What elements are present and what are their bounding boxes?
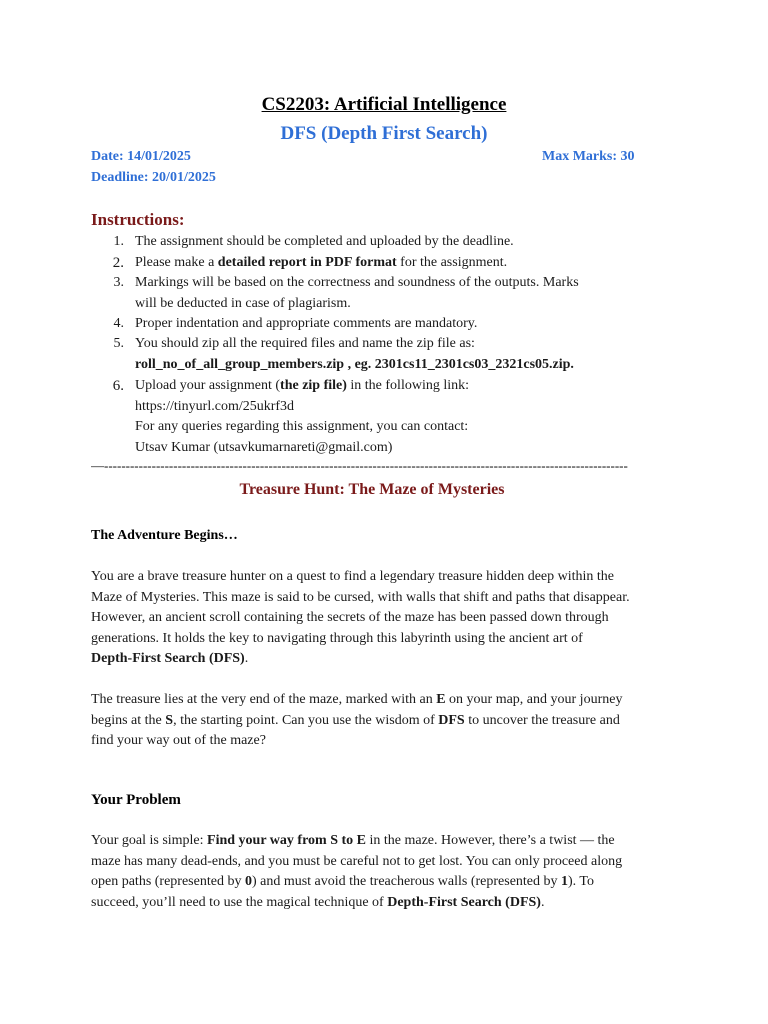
paragraph-line: find your way out of the maze?	[91, 733, 266, 748]
paragraph-line: You are a brave treasure hunter on a quest to find a legendary treasure hidden deep within the	[91, 569, 615, 584]
instruction-number: 6.	[112, 378, 124, 394]
problem-paragraph	[91, 831, 622, 913]
zip-naming-format: roll_no_of_all_group_members.zip , eg. 2301cs11_2301cs03_2321cs05.zip.	[135, 357, 574, 372]
instruction-text: You should zip all the required files and name the zip file as:	[135, 336, 475, 351]
paragraph-line: Your goal is simple: Find your way from S to E in the maze. However, there’s a twist — the	[91, 833, 615, 848]
story-title: Treasure Hunt: The Maze of Mysteries	[239, 481, 505, 498]
course-title: CS2203: Artificial Intelligence	[261, 94, 507, 115]
paragraph-line: Depth-First Search (DFS).	[91, 651, 249, 666]
instruction-number: 1.	[113, 234, 124, 249]
instruction-text: Please make a detailed report in PDF format for the assignment.	[135, 255, 508, 270]
adventure-heading: The Adventure Begins…	[91, 528, 238, 543]
instruction-text: Proper indentation and appropriate comments are mandatory.	[135, 316, 478, 331]
paragraph-line: open paths (represented by 0) and must avoid the treacherous walls (represented by 1). To	[91, 874, 594, 889]
paragraph-line: generations. It holds the key to navigating through this labyrinth using the ancient art of	[91, 630, 583, 646]
paragraph-line: Maze of Mysteries. This maze is said to be cursed, with walls that shift and paths that disappear.	[91, 589, 630, 605]
instruction-text-continued: will be deducted in case of plagiarism.	[135, 296, 351, 311]
contact-text: For any queries regarding this assignment, you can contact:	[135, 419, 469, 434]
deadline-label: Deadline: 20/01/2025	[91, 170, 216, 185]
instruction-number: 5.	[113, 336, 124, 351]
instruction-number: 3.	[113, 275, 124, 290]
paragraph-line: However, an ancient scroll containing the secrets of the maze has been passed down through	[91, 610, 609, 625]
instructions-heading: Instructions:	[91, 210, 185, 229]
instruction-number: 2.	[112, 255, 124, 271]
topic-title: DFS (Depth First Search)	[280, 123, 488, 144]
instruction-text: Markings will be based on the correctness and soundness of the outputs. Marks	[135, 275, 579, 290]
paragraph-line: succeed, you’ll need to use the magical technique of Depth-First Search (DFS).	[91, 894, 545, 910]
section-divider: —-------------------------------------------------------------------------------------------------------------------------	[91, 458, 628, 473]
contact-name: Utsav Kumar (utsavkumarnareti@gmail.com)	[135, 440, 393, 455]
paragraph-line: begins at the S, the starting point. Can you use the wisdom of DFS to uncover the treasure and	[91, 712, 620, 728]
instruction-text: The assignment should be completed and uploaded by the deadline.	[135, 234, 514, 249]
paragraph-line: The treasure lies at the very end of the maze, marked with an E on your map, and your journey	[91, 692, 623, 707]
instruction-number: 4.	[113, 316, 124, 331]
treasure-paragraph	[91, 690, 622, 752]
submission-link[interactable]: https://tinyurl.com/25ukrf3d	[135, 399, 295, 414]
paragraph-line: maze has many dead-ends, and you must be careful not to get lost. You can only proceed along	[91, 853, 623, 869]
adventure-paragraph	[91, 567, 630, 670]
problem-heading: Your Problem	[91, 792, 181, 808]
date-label: Date: 14/01/2025	[91, 149, 191, 164]
max-marks-label: Max Marks: 30	[542, 149, 635, 164]
instruction-text: Upload your assignment (the zip file) in the following link:	[135, 378, 470, 393]
